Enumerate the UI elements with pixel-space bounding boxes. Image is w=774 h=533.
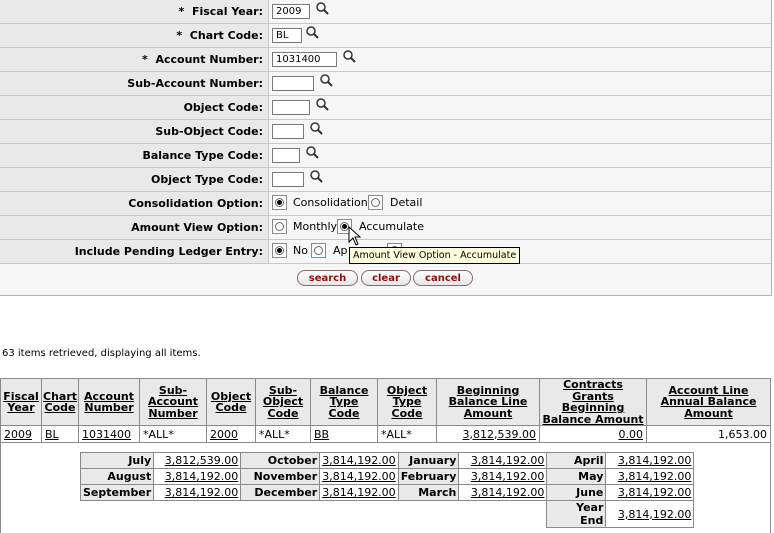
fiscal-year-lookup-icon[interactable] (315, 1, 329, 15)
sub-account-number-label: Sub-Account Number: (0, 72, 269, 95)
sub-object-code-lookup-icon[interactable] (309, 121, 323, 135)
fiscal-year-input[interactable]: 2009 (272, 4, 310, 19)
month-label-december: December (241, 485, 320, 501)
month-value-october[interactable]: 3,814,192.00 (320, 453, 398, 469)
month-value-march[interactable]: 3,814,192.00 (459, 485, 547, 501)
month-label-november: November (241, 469, 320, 485)
object-type-code-row (0, 168, 771, 192)
header-object-type-code[interactable]: Object Type Code (378, 379, 437, 426)
pending-ledger-label: Include Pending Ledger Entry: (0, 240, 269, 263)
pending-approved-radio[interactable] (311, 243, 326, 258)
object-type-code-label: Object Type Code: (0, 168, 269, 191)
month-label-april: April (547, 453, 606, 469)
cancel-button[interactable]: cancel (413, 270, 473, 286)
month-value-may[interactable]: 3,814,192.00 (606, 469, 694, 485)
beginning-balance-link[interactable]: 3,812,539.00 (462, 427, 537, 441)
balance-type-lookup-icon[interactable] (305, 145, 319, 159)
detail-radio-label: Detail (390, 196, 423, 209)
consolidation-radio[interactable] (272, 195, 287, 210)
header-annual-balance[interactable]: Account Line Annual Balance Amount (647, 379, 771, 426)
tooltip: Amount View Option - Accumulate (349, 247, 520, 264)
year-end-label: Year End (547, 501, 606, 528)
fiscal-year-row (0, 0, 771, 24)
header-chart-code[interactable]: Chart Code (42, 379, 79, 426)
object-code-input[interactable] (272, 100, 310, 115)
detail-radio[interactable] (368, 195, 383, 210)
pending-no-radio[interactable] (272, 243, 287, 258)
month-value-february[interactable]: 3,814,192.00 (459, 469, 547, 485)
consolidation-option-label: Consolidation Option: (0, 192, 269, 215)
balance-type-code-row (0, 144, 771, 168)
account-number-input[interactable]: 1031400 (272, 52, 337, 67)
month-label-september: September (81, 485, 154, 501)
month-value-july[interactable]: 3,812,539.00 (154, 453, 241, 469)
accumulate-radio-label: Accumulate (359, 220, 424, 233)
monthly-radio[interactable] (272, 219, 287, 234)
chart-code-input[interactable]: BL (272, 28, 302, 43)
month-value-april[interactable]: 3,814,192.00 (606, 453, 694, 469)
header-fiscal-year[interactable]: Fiscal Year (1, 379, 42, 426)
object-code-link[interactable]: 2000 (210, 427, 239, 441)
month-row (81, 469, 694, 485)
monthly-radio-label: Monthly (293, 220, 338, 233)
header-sub-account-number[interactable]: Sub- Account Number (140, 379, 207, 426)
annual-balance-cell: 1,653.00 (647, 426, 771, 443)
required-marker: * (176, 29, 183, 42)
object-type-code-input[interactable] (272, 172, 304, 187)
chart-code-row (0, 24, 771, 48)
amount-view-option-row (0, 216, 771, 240)
required-marker: * (178, 5, 185, 18)
sub-account-number-input[interactable] (272, 76, 314, 91)
monthly-balances-panel (0, 437, 771, 533)
sub-account-number-cell: *ALL* (140, 426, 207, 443)
search-button[interactable]: search (297, 270, 358, 286)
month-value-november[interactable]: 3,814,192.00 (320, 469, 398, 485)
year-end-value[interactable]: 3,814,192.00 (606, 501, 694, 528)
month-value-september[interactable]: 3,814,192.00 (154, 485, 241, 501)
sub-account-number-row (0, 72, 771, 96)
chart-code-label: Chart Code: (189, 29, 263, 42)
results-count-text: 63 items retrieved, displaying all items. (2, 348, 201, 359)
sub-object-code-label: Sub-Object Code: (0, 120, 269, 143)
month-label-february: February (398, 469, 459, 485)
object-type-lookup-icon[interactable] (309, 169, 323, 183)
consolidation-option-row (0, 192, 771, 216)
month-label-may: May (547, 469, 606, 485)
account-number-lookup-icon[interactable] (342, 49, 356, 63)
month-label-june: June (547, 485, 606, 501)
month-label-august: August (81, 469, 154, 485)
results-table (0, 378, 771, 443)
balance-type-code-label: Balance Type Code: (0, 144, 269, 167)
month-row (81, 485, 694, 501)
object-code-label: Object Code: (0, 96, 269, 119)
balance-type-code-input[interactable] (272, 148, 300, 163)
account-number-row (0, 48, 771, 72)
fiscal-year-label: Fiscal Year: (191, 5, 263, 18)
month-label-july: July (81, 453, 154, 469)
cg-beginning-balance-link[interactable]: 0.00 (618, 427, 644, 441)
chart-code-link[interactable]: BL (45, 427, 59, 441)
month-label-october: October (241, 453, 320, 469)
sub-object-code-row (0, 120, 771, 144)
fiscal-year-link[interactable]: 2009 (4, 427, 32, 441)
sub-account-lookup-icon[interactable] (319, 73, 333, 87)
header-cg-beginning-balance[interactable]: Contracts Grants Beginning Balance Amount (540, 379, 647, 426)
month-row (81, 453, 694, 469)
header-account-number[interactable]: Account Number (79, 379, 140, 426)
header-beginning-balance[interactable]: Beginning Balance Line Amount (437, 379, 540, 426)
sub-object-code-cell: *ALL* (256, 426, 311, 443)
pending-approved-label: Ap (333, 244, 348, 257)
object-type-cell: *ALL* (378, 426, 437, 443)
month-value-january[interactable]: 3,814,192.00 (459, 453, 547, 469)
amount-view-option-label: Amount View Option: (0, 216, 269, 239)
month-label-march: March (398, 485, 459, 501)
account-number-label: Account Number: (155, 53, 263, 66)
header-object-code[interactable]: Object Code (207, 379, 256, 426)
pending-no-label: No (293, 244, 308, 257)
header-balance-type-code[interactable]: Balance Type Code (311, 379, 378, 426)
mouse-cursor-icon (348, 226, 362, 246)
month-value-december[interactable]: 3,814,192.00 (320, 485, 398, 501)
required-marker: * (142, 53, 148, 66)
year-end-row (81, 501, 694, 528)
object-code-lookup-icon[interactable] (315, 97, 329, 111)
clear-button[interactable]: clear (361, 270, 411, 286)
balance-type-link[interactable]: BB (314, 427, 330, 441)
month-label-january: January (398, 453, 459, 469)
monthly-balances-table (80, 452, 694, 528)
account-number-link[interactable]: 1031400 (82, 427, 132, 441)
consolidation-radio-label: Consolidation (293, 196, 368, 209)
button-row (0, 264, 771, 295)
chart-code-lookup-icon[interactable] (305, 25, 319, 39)
month-value-august[interactable]: 3,814,192.00 (154, 469, 241, 485)
object-code-row (0, 96, 771, 120)
header-sub-object-code[interactable]: Sub- Object Code (256, 379, 311, 426)
month-value-june[interactable]: 3,814,192.00 (606, 485, 694, 501)
sub-object-code-input[interactable] (272, 124, 304, 139)
